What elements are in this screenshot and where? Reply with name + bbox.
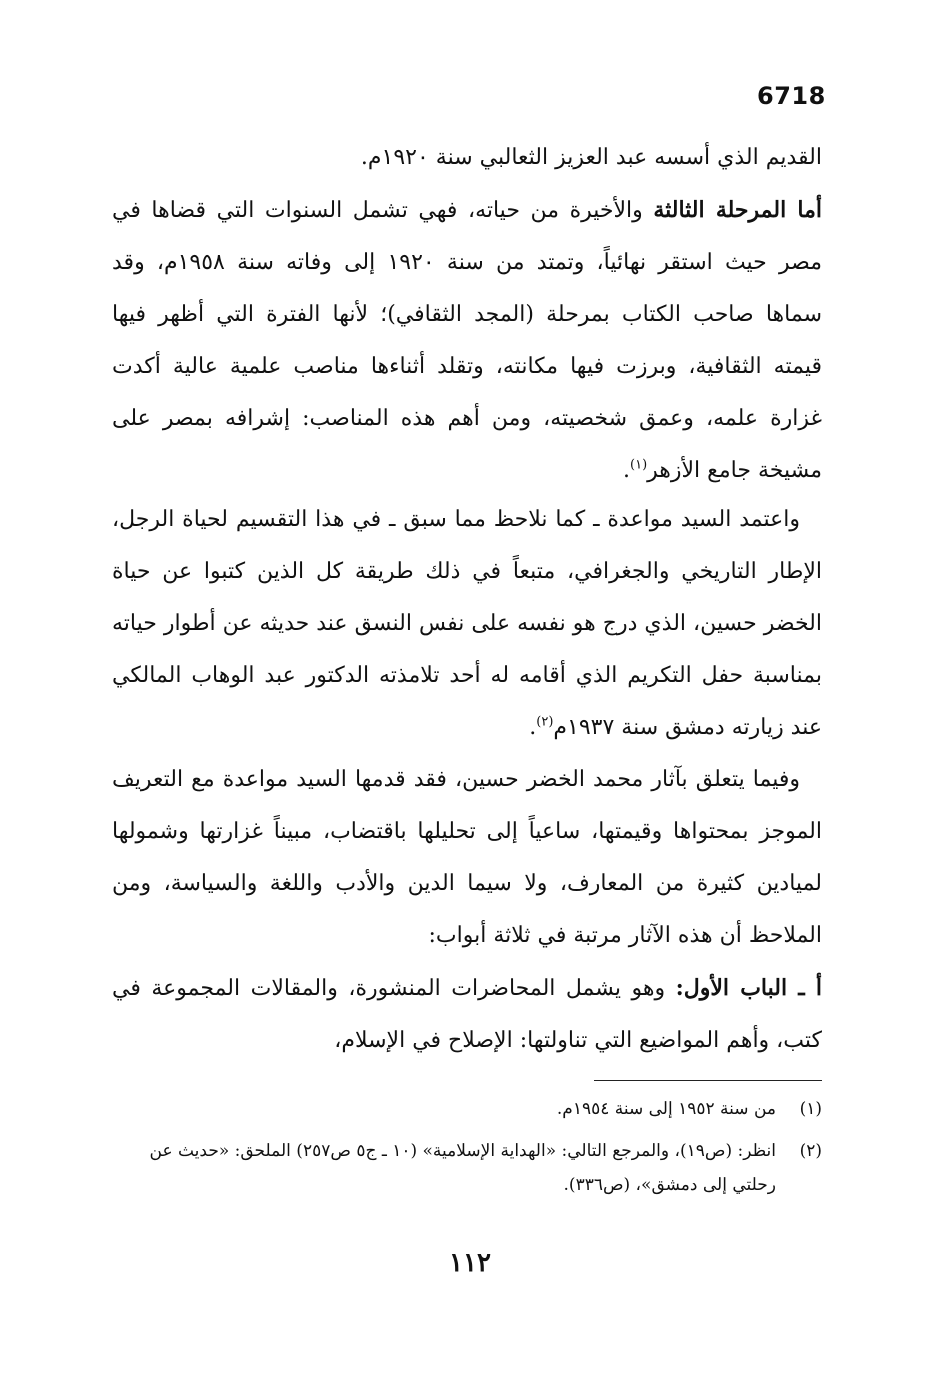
first-chapter-heading: أ ـ الباب الأول: — [675, 975, 823, 1001]
paragraph-2-text — [112, 184, 822, 497]
third-stage-heading: أما المرحلة الثالثة — [653, 197, 822, 223]
footnote-2-number: (٢) — [799, 1141, 822, 1161]
paragraph-5 — [112, 962, 822, 1067]
paragraph-3 — [112, 494, 822, 754]
paragraph-3-text — [112, 494, 822, 754]
paragraph-5-body: وهو يشمل المحاضرات المنشورة، والمقالات المجموعة في كتب، وأهم المواضيع التي تناولتها: الإصلاح في الإسلام، — [112, 976, 822, 1053]
footnote-1-number: (١) — [799, 1099, 822, 1119]
paragraph-2 — [112, 184, 822, 497]
page-number: ١١٢ — [449, 1248, 491, 1278]
paragraph-3-body: واعتمد السيد مواعدة ـ كما نلاحظ مما سبق ـ في هذا التقسيم لحياة الرجل، الإطار التاريخي والجغرافي، متبعاً في ذلك طريقة كل الذين كتبوا عن حياة الخضر حسين، الذي درج هو نفسه على نفس النسق عند حديثه عن أطوار حياته بمناسبة حفل التكريم الذي أقامه له أحد تلامذته الدكتور عبد الوهاب المالكي عند زيارته دمشق سنة ١٩٣٧م — [112, 507, 822, 740]
footnote-2 — [112, 1134, 822, 1202]
paragraph-2-end: . — [623, 458, 630, 483]
footnote-divider — [594, 1080, 822, 1081]
document-id: 6718 — [757, 82, 826, 110]
paragraph-2-body: والأخيرة من حياته، فهي تشمل السنوات التي قضاها في مصر حيث استقر نهائياً، وتمتد من سنة ١٩٢٠ إلى وفاته سنة ١٩٥٨م، وقد سماها صاحب الكتاب بمرحلة (المجد الثقافي)؛ لأنها الفترة التي أظهر فيها قيمته الثقافية، وبرزت فيها مكانته، وتقلد أثناءها مناصب علمية عالية أكدت غزارة علمه، وعمق شخصيته، ومن أهم هذه المناصب: إشرافه بمصر على مشيخة جامع الأزهر — [112, 198, 822, 483]
footnote-ref-1[interactable]: (١) — [630, 457, 648, 473]
paragraph-4 — [112, 754, 822, 962]
footnote-2-text: انظر: (ص١٩)، والمرجع التالي: «الهداية الإسلامية» (١٠ ـ ج٥ ص٢٥٧) الملحق: «حديث عن رحلتي إلى دمشق»، (ص٣٣٦). — [149, 1141, 776, 1195]
footnote-1-text: من سنة ١٩٥٢ إلى سنة ١٩٥٤م. — [556, 1099, 776, 1119]
paragraph-4-text: وفيما يتعلق بآثار محمد الخضر حسين، فقد قدمها السيد مواعدة مع التعريف الموجز بمحتواها وقيمتها، ساعياً إلى تحليلها باقتضاب، مبيناً غزارتها وشمولها لميادين كثيرة من المعارف، ولا سيما الدين والأدب واللغة والسياسة، ومن الملاحظ أن هذه الآثار مرتبة في ثلاثة أبواب: — [112, 767, 822, 948]
footnote-1 — [112, 1092, 822, 1126]
paragraph-5-text — [112, 962, 822, 1067]
paragraph-1 — [112, 132, 822, 184]
footnotes — [112, 1092, 822, 1210]
paragraph-3-end: . — [529, 715, 537, 740]
paragraph-1-text: القديم الذي أسسه عبد العزيز الثعالبي سنة ١٩٢٠م. — [360, 145, 822, 170]
footnote-ref-2[interactable]: (٢) — [536, 714, 554, 730]
